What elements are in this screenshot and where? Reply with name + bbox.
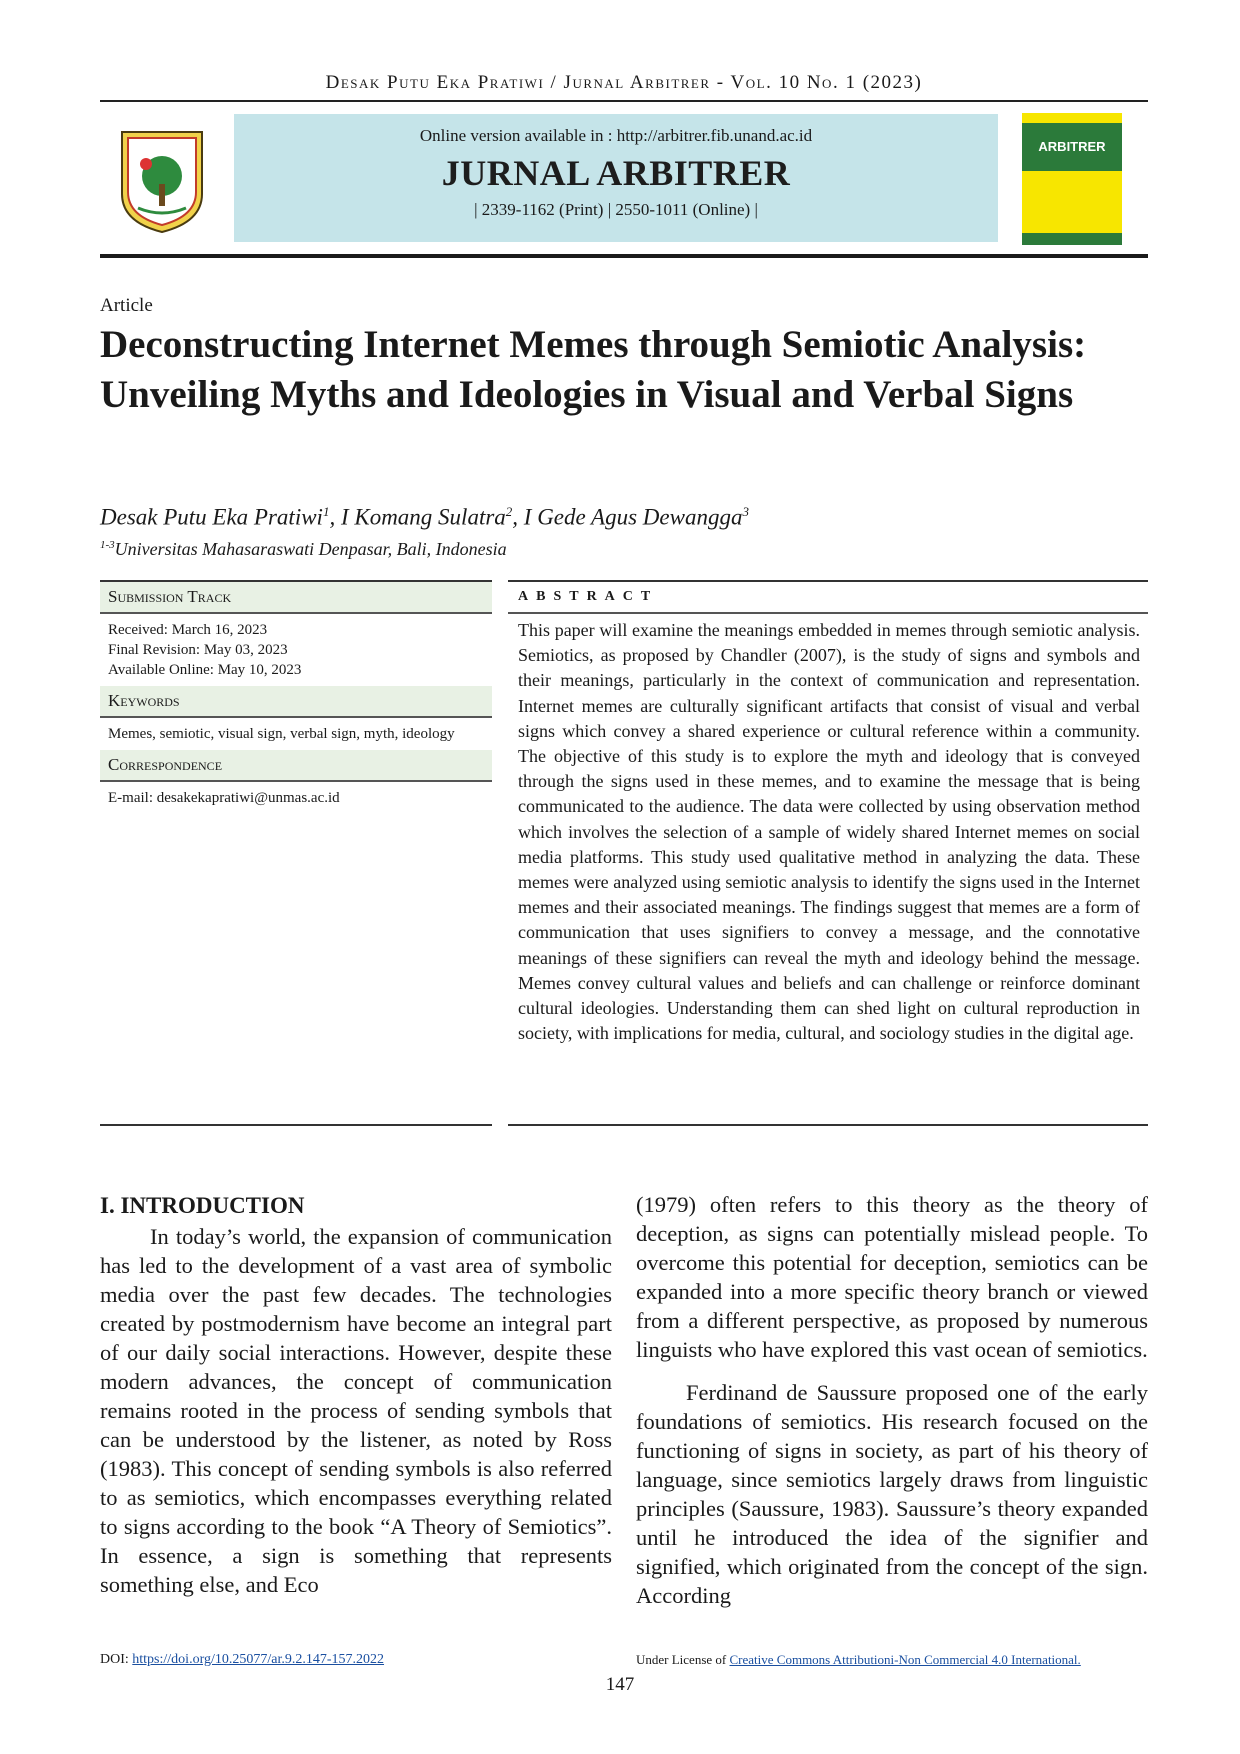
running-header: Desak Putu Eka Pratiwi / Jurnal Arbitrer - Vol. 10 No. 1 (2023) bbox=[325, 72, 923, 93]
issn-line: | 2339-1162 (Print) | 2550-1011 (Online) | bbox=[474, 200, 758, 219]
abstract-heading: ABSTRACT bbox=[508, 580, 1148, 614]
available-online-date: Available Online: May 10, 2023 bbox=[108, 662, 302, 678]
license-link[interactable]: Creative Commons Attributioni-Non Commercial 4.0 International. bbox=[729, 1652, 1081, 1667]
keywords-heading: Keywords bbox=[100, 686, 492, 716]
affiliation-mark: 1-3 bbox=[100, 539, 115, 551]
correspondence-email: E-mail: desakekapratiwi@unmas.ac.id bbox=[108, 790, 340, 806]
journal-title: JURNAL ARBITRER bbox=[441, 153, 791, 193]
paper-title: Deconstructing Internet Memes through Semiotic Analysis: Unveiling Myths and Ideologies in Visual and Verbal Signs bbox=[100, 323, 1087, 416]
affiliation-text: Universitas Mahasaraswati Denpasar, Bali, Indonesia bbox=[114, 539, 507, 559]
author-name: I Gede Agus Dewangga bbox=[523, 504, 743, 530]
header-divider bbox=[100, 100, 1148, 102]
affiliation bbox=[100, 539, 507, 560]
author-affiliation-mark: 2 bbox=[505, 504, 513, 519]
author-affiliation-mark: 3 bbox=[742, 504, 749, 519]
received-date: Received: March 16, 2023 bbox=[108, 622, 268, 638]
university-crest-icon bbox=[116, 124, 208, 236]
page-number: 147 bbox=[605, 1674, 635, 1695]
author-affiliation-mark: 1 bbox=[322, 504, 330, 519]
license-label: Under License of bbox=[636, 1652, 730, 1667]
body-column-left bbox=[100, 1190, 612, 1599]
final-revision-date: Final Revision: May 03, 2023 bbox=[108, 642, 288, 658]
body-paragraph: (1979) often refers to this theory as the theory of deception, as signs can potentially mislead people. To overcome this potential for deception, semiotics can be expanded into a more specific theory branch or viewed from a different perspective, as proposed by numerous linguists who have explored this vast ocean of semiotics. bbox=[636, 1192, 1148, 1362]
submission-track-heading: Submission Track bbox=[100, 580, 492, 612]
doi-link[interactable]: https://doi.org/10.25077/ar.9.2.147-157.2022 bbox=[132, 1652, 385, 1667]
abstract-panel bbox=[508, 580, 1148, 1126]
masthead-divider bbox=[100, 254, 1148, 258]
journal-cover-thumbnail bbox=[1022, 113, 1122, 245]
author-separator: , bbox=[329, 504, 341, 530]
author-name: Desak Putu Eka Pratiwi bbox=[100, 504, 323, 530]
body-paragraph: Ferdinand de Saussure proposed one of the early foundations of semiotics. His research focused on the functioning of signs in society, as part of his theory of language, since semiotics largely draws from linguistic principles (Saussure, 1983). Saussure’s theory expanded until he introduced the idea of the signifier and signified, which originated from the concept of the sign. According bbox=[636, 1380, 1148, 1608]
author-list bbox=[100, 504, 749, 531]
cover-footer-band bbox=[1022, 233, 1122, 245]
online-version-text: Online version available in : http://arbitrer.fib.unand.ac.id bbox=[419, 126, 813, 145]
author-name: I Komang Sulatra bbox=[340, 504, 506, 530]
correspondence-heading: Correspondence bbox=[100, 750, 492, 780]
keywords-body: Memes, semiotic, visual sign, verbal sign, myth, ideology bbox=[108, 726, 455, 742]
doi-label: DOI: bbox=[100, 1652, 133, 1667]
journal-banner bbox=[234, 114, 998, 242]
section-heading-introduction: I. INTRODUCTION bbox=[100, 1193, 305, 1218]
article-type-label: Article bbox=[100, 295, 153, 316]
cover-title: ARBITRER bbox=[1038, 139, 1106, 154]
body-column-right bbox=[636, 1190, 1148, 1610]
doi-footer bbox=[100, 1652, 384, 1668]
article-info-panel bbox=[100, 580, 492, 1126]
author-separator: , bbox=[512, 504, 524, 530]
abstract-text: This paper will examine the meanings embedded in memes through semiotic analysis. Semiotics, as proposed by Chandler (2007), is the study of signs and symbols and their meanings, particularly in the context of communication and representation. Internet memes are culturally significant artifacts that consist of visual and verbal signs which convey a shared experience or cultural reference within a community. The objective of this study is to explore the myth and ideology that is conveyed through the signs used in these memes, and to examine the message that is being communicated to the audience. The data were collected by using observation method which involves the selection of a sample of widely shared Internet memes on social media platforms. This study used qualitative method in analyzing the data. These memes were analyzed using semiotic analysis to identify the signs used in the Internet memes and their associated meanings. The findings suggest that memes are a form of communication that uses signifiers to convey a message, and the connotative meanings of these signifiers can reveal the myth and ideology behind the message. Memes convey cultural values and beliefs and can challenge or reinforce dominant cultural ideologies. Understanding them can shed light on cultural reproduction in society, with implications for media, cultural, and sociology studies in the digital age. bbox=[518, 620, 1140, 1044]
submission-track-body bbox=[100, 614, 492, 686]
license-footer bbox=[636, 1652, 1081, 1668]
body-paragraph: In today’s world, the expansion of communication has led to the development of a vast area of symbolic media over the past few decades. The technologies created by postmodernism have become an integral part of our daily social interactions. However, despite these modern advances, the concept of communication remains rooted in the process of sending symbols that can be understood by the listener, as noted by Ross (1983). This concept of sending symbols is also referred to as semiotics, which encompasses everything related to signs according to the book “A Theory of Semiotics”. In essence, a sign is something that represents something else, and Eco bbox=[100, 1224, 612, 1597]
